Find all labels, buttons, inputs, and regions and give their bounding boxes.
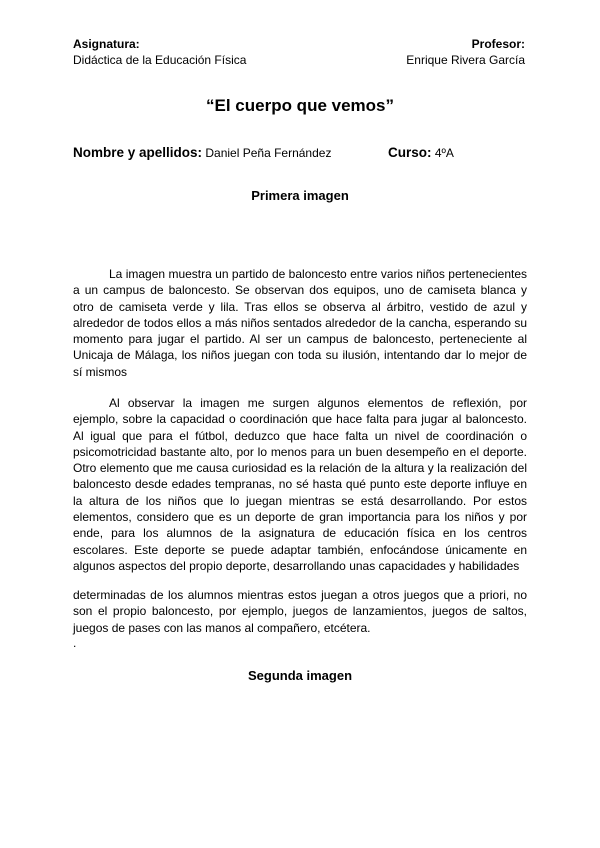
student-name-value: Daniel Peña Fernández	[205, 146, 332, 160]
course-label: Curso:	[388, 145, 432, 160]
stray-dot: .	[73, 636, 77, 650]
paragraph-2: Al observar la imagen me surgen algunos elementos de reflexión, por ejemplo, sobre la capacidad o coordinación que hace falta para jugar al baloncesto. Al igual que para el fútbol, deduzco que hace falta un nivel de coordinación o psicomotricidad bastante alto, por lo menos para un buen desempeño en el deporte. Otro elemento que me causa curiosidad es la relación de la altura y la realización del baloncesto desde edades tempranas, no sé hasta qué punto este deporte influye en la altura de los niños que lo juegan mientras se está desarrollando. Por estos elementos, considero que es un deporte de gran importancia para los niños y por ende, para los alumnos de la asignatura de educación física en los centros escolares. Este deporte se puede adaptar también, enfocándose únicamente en algunos aspectos del propio deporte, desarrollando unas capacidades y habilidades	[73, 396, 527, 573]
section-heading-second: Segunda imagen	[247, 668, 353, 683]
student-name-row	[73, 145, 331, 160]
subject-block	[73, 36, 246, 68]
document-title: “El cuerpo que vemos”	[206, 96, 394, 115]
teacher-block	[406, 36, 525, 68]
subject-value: Didáctica de la Educación Física	[73, 53, 247, 67]
teacher-label: Profesor:	[471, 37, 525, 51]
course-value: 4ºA	[434, 146, 454, 160]
paragraph-3: determinadas de los alumnos mientras estos juegan a otros juegos que a priori, no son el propio baloncesto, por ejemplo, juegos de lanzamientos, juegos de saltos, juegos de pases con las manos al compañero, etcétera.	[73, 588, 527, 635]
section-heading-first: Primera imagen	[251, 188, 349, 203]
subject-label: Asignatura:	[73, 37, 140, 51]
student-name-label: Nombre y apellidos:	[73, 145, 203, 160]
course-row	[388, 145, 454, 160]
teacher-value: Enrique Rivera García	[406, 53, 525, 67]
paragraph-1: La imagen muestra un partido de baloncesto entre varios niños pertenecientes a un campus de baloncesto. Se observan dos equipos, uno de camiseta blanca y otro de camiseta verde y lila. Tras ellos se observa al árbitro, vestido de azul y alrededor de todos ellos a más niños sentados alrededor de la cancha, esperando su momento para jugar el partido. Al ser un campus de baloncesto, perteneciente al Unicaja de Málaga, los niños juegan con toda su ilusión, intentando dar lo mejor de sí mismos	[73, 267, 527, 379]
